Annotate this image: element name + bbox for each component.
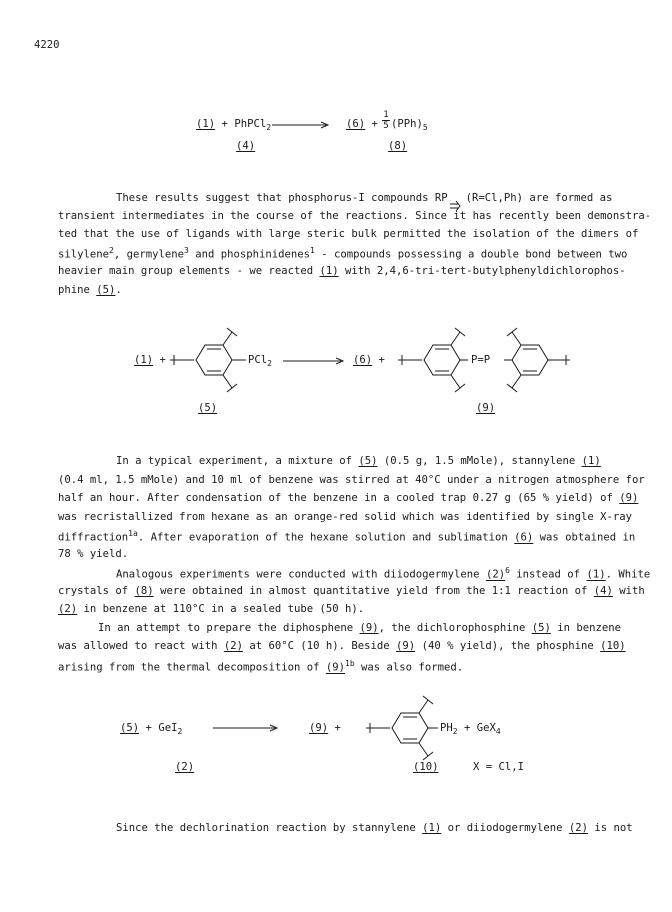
compound-label: (9) [476,402,496,414]
compound-label: (8) [388,140,408,152]
page-number: 4220 [34,39,60,51]
aryl-ring-left [170,320,260,390]
compound-label: (4) [236,140,256,152]
reaction-arrow-3 [213,723,281,733]
reagent-formula: PhPCl [234,118,267,130]
substituent-definition: X = Cl,I [473,761,525,773]
compound-ref: (6) [346,118,366,130]
compound-ref: (1) [196,118,216,130]
product-formula: (PPh) [391,118,423,130]
compound-label: (5) [198,402,218,414]
reaction-arrow-1 [272,120,332,130]
fraction: 1 5 [383,110,389,131]
compound-label: (10) [413,761,439,773]
compound-label: (2) [175,761,195,773]
diphosphene-structure [398,320,598,400]
reaction-arrow-2 [283,356,347,366]
